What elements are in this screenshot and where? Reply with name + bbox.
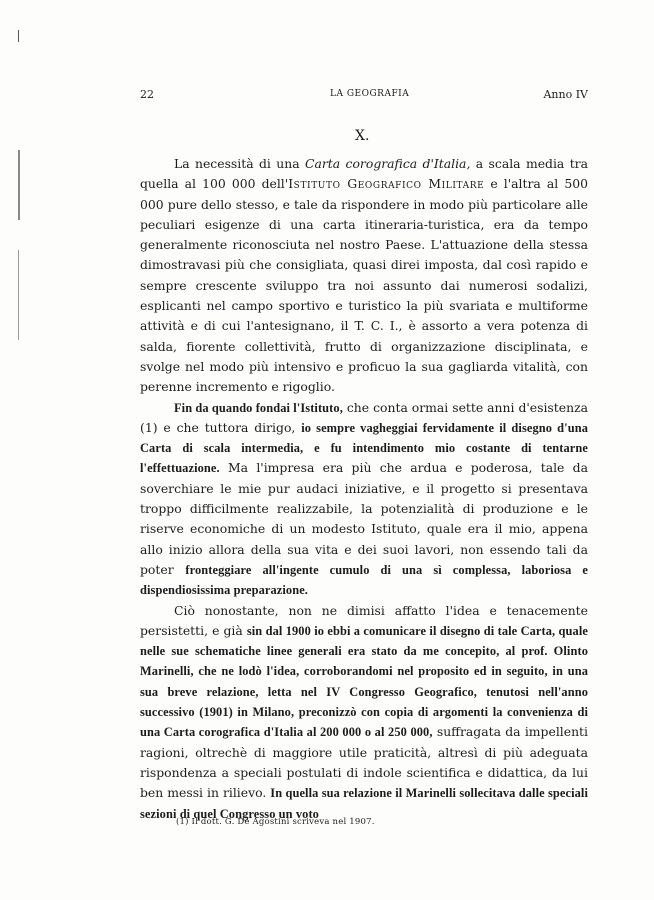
institute-name: Istituto Geografico Militare <box>288 176 485 192</box>
year-label: Anno IV <box>543 88 588 101</box>
paragraph-3: Ciò nonostante, non ne dimisi affatto l'idea e tenacemente persistetti, e già sin dal 1900 io ebbi a comunicare il disegno di tale Carta, quale nelle sue schematiche linee generali era stato da me concepito, al prof. Olinto Marinelli, che ne lodò l'idea, corroborandomi nel proposito ed in seguito, in una sua breve relazione, letta nel IV Congresso Geografico, tenutosi nell'anno successivo (1901) in Milano, preconizzò con copia di argomenti la convenienza di una Carta corografica d'Italia al 200 000 o al 250 000, suffragata da impellenti ragioni, oltrechè di maggiore utile praticità, altresì di più adeguata rispondenza a speciali postulati di indole scientifica e didattica, da lui ben messi in rilievo. In quella sua relazione il Marinelli sollecitava dalle speciali sezioni di quel Congresso un voto <box>140 602 589 821</box>
footnote: (1) Il dott. G. De Agostini scriveva nel 1907. <box>176 817 375 827</box>
scan-margin-mark <box>18 30 19 42</box>
section-heading: X. <box>355 128 370 144</box>
running-header <box>140 88 588 104</box>
map-title: Carta corografica d'Italia, <box>305 156 471 171</box>
page-number: 22 <box>140 88 154 101</box>
scan-margin-mark <box>18 250 19 340</box>
paragraph-2: Fin da quando fondai l'Istituto, che conta ormai sette anni d'esistenza (1) e che tuttora dirigo, io sempre vagheggiai fervidamente il disegno d'una Carta di scala intermedia, e fu intendimento mio costante di tentarne l'effettuazione. Ma l'impresa era più che ardua e poderosa, tale da soverchiare le mie pur audaci iniziative, e il progetto si presentava troppo difficilmente realizzabile, la potenzialità di produzione e le riserve economiche di un modesto Istituto, quale era il mio, appena allo inizio allora della sua vita e dei suoi lavori, non essendo tali da poter fronteggiare all'ingente cumulo di una sì complessa, laboriosa e dispendiosissima preparazione. <box>140 399 589 598</box>
scan-margin-mark <box>18 150 20 220</box>
running-title: LA GEOGRAFIA <box>330 89 410 99</box>
body-text <box>140 154 588 824</box>
paragraph-1: La necessità di una Carta corografica d'Italia, a scala media tra quella al 100 000 dell'Istituto Geografico Militare e l'altra al 500 000 pure dello stesso, e tale da rispondere in modo più particolare alle peculiari esigenze di una carta itineraria-turistica, era da tempo generalmente riconosciuta nel nostro Paese. L'attuazione della stessa dimostravasi più che consigliata, quasi direi imposta, dal così rapido e sempre crescente sviluppo tra noi assunto dai numerosi sodalizi, esplicanti nel campo sportivo e turistico la più svariata e multiforme attività e di cui l'antesignano, il T. C. I., è assorto a vera potenza di salda, fiorente collettività, frutto di organizzazione disciplinata, e svolge nel modo più intensivo e proficuo la sua gagliarda vitalità, con perenne incremento e rigoglio. <box>140 156 588 395</box>
